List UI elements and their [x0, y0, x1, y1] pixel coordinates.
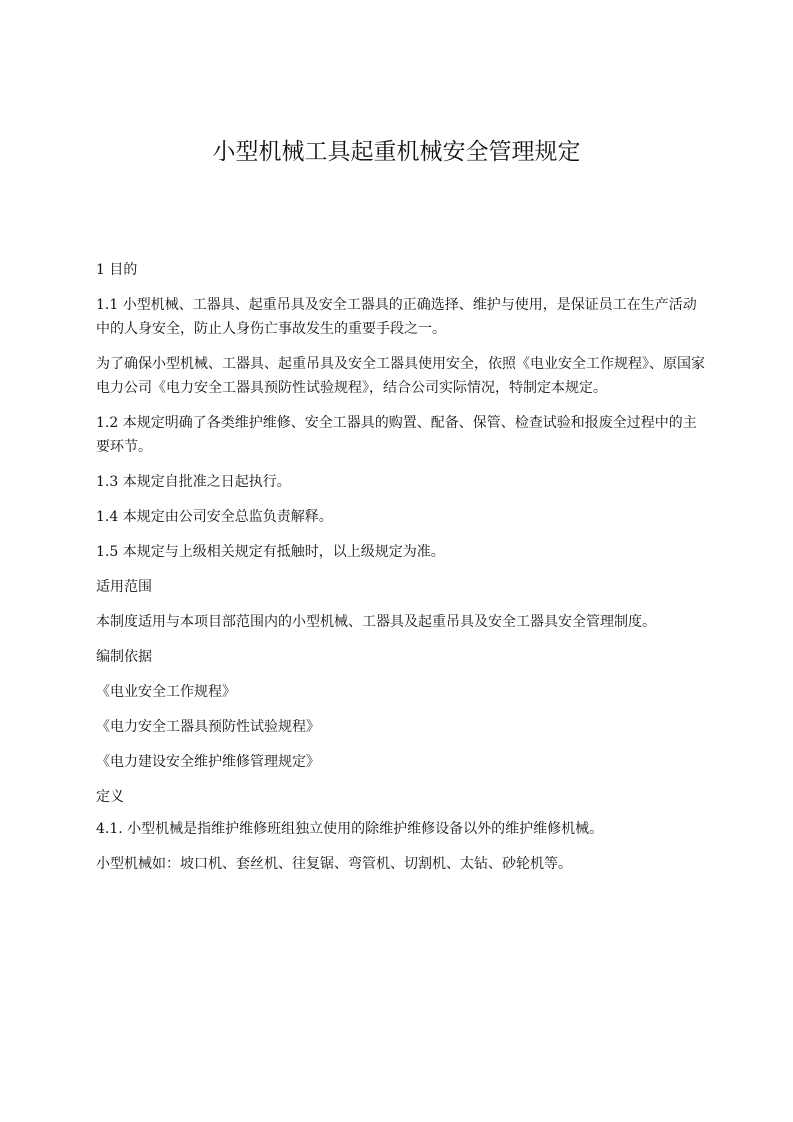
reference-item-1: 《电业安全工作规程》 — [96, 684, 236, 700]
paragraph-basis-statement: 为了确保小型机械、工器具、起重吊具及安全工器具使用安全，依照《电业安全工作规程》、原国家电力公司《电力安全工器具预防性试验规程》，结合公司实际情况，特制定本规定。 — [96, 356, 705, 396]
paragraph-1-2: 1.2 本规定明确了各类维护维修、安全工器具的购置、配备、保管、检查试验和报废全过程中的主要环节。 — [96, 415, 697, 455]
paragraph-1-3: 1.3 本规定自批准之日起执行。 — [96, 474, 291, 490]
paragraph-small-machinery-examples: 小型机械如：坡口机、套丝机、往复锯、弯管机、切割机、太钻、砂轮机等。 — [96, 856, 572, 872]
document-title: 小型机械工具起重机械安全管理规定 — [212, 139, 581, 165]
paragraph-1-1: 1.1 小型机械、工器具、起重吊具及安全工器具的正确选择、维护与使用，是保证员工在生产活动中的人身安全，防止人身伤亡事故发生的重要手段之一。 — [96, 297, 697, 337]
section-heading-definitions: 定义 — [96, 789, 124, 805]
section-heading-scope: 适用范围 — [96, 579, 152, 595]
section-heading-purpose: 1 目的 — [96, 262, 138, 278]
reference-item-2: 《电力安全工器具预防性试验规程》 — [96, 719, 320, 735]
paragraph-1-4: 1.4 本规定由公司安全总监负责解释。 — [96, 509, 333, 525]
reference-item-3: 《电力建设安全维护维修管理规定》 — [96, 754, 320, 770]
document-body — [96, 258, 708, 887]
paragraph-4-1: 4.1. 小型机械是指维护维修班组独立使用的除维护维修设备以外的维护维修机械。 — [96, 821, 604, 837]
section-heading-references: 编制依据 — [96, 649, 152, 665]
paragraph-1-5: 1.5 本规定与上级相关规定有抵触时，以上级规定为准。 — [96, 544, 445, 560]
paragraph-scope: 本制度适用与本项目部范围内的小型机械、工器具及起重吊具及安全工器具安全管理制度。 — [96, 614, 656, 630]
